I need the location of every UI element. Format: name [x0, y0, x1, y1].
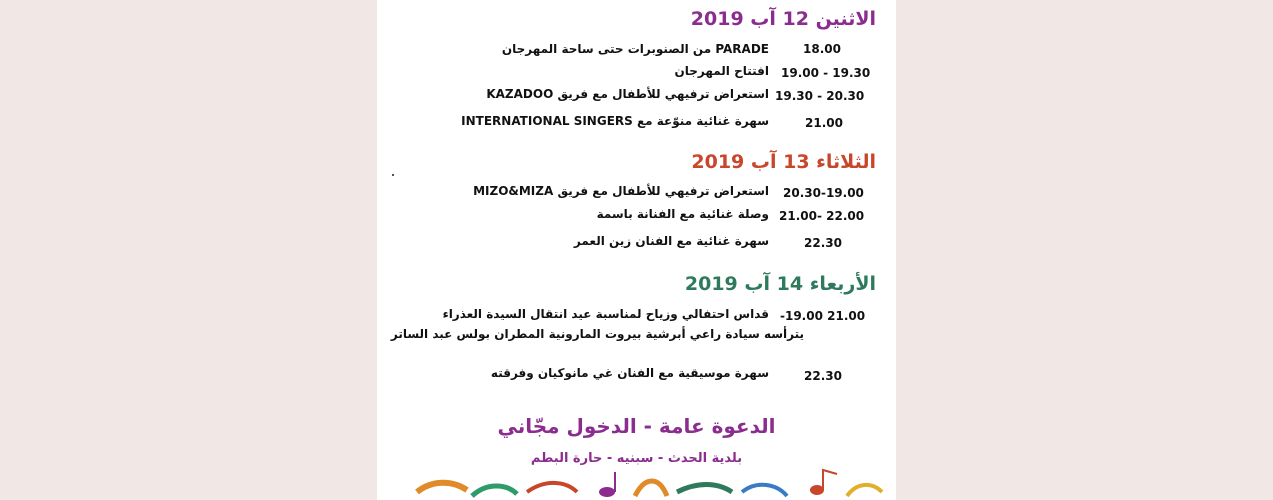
event-time: 21.00: [805, 116, 843, 130]
event-time: 18.00: [803, 42, 841, 56]
event-description: سهرة موسيقية مع الفنان غي مانوكيان وفرقته: [490, 366, 769, 380]
day-title-wednesday: الأربعاء 14 آب 2019: [684, 273, 876, 295]
event-time: 22.30: [804, 236, 842, 250]
event-description: استعراض ترفيهي للأطفال مع فريق KAZADOO: [486, 87, 769, 101]
music-notes-decoration: [377, 462, 896, 500]
organizer-municipalities: بلدية الحدث - سبنيه - حارة البطم: [530, 451, 743, 466]
event-time: -19.00 21.00: [780, 309, 866, 323]
day-title-monday: الاثنين 12 آب 2019: [690, 8, 876, 30]
event-time: 22.30: [804, 369, 842, 383]
program-page: [377, 0, 896, 500]
event-description: سهرة غنائية مع الفنان زين العمر: [573, 234, 769, 248]
event-description: وصلة غنائية مع الفنانة باسمة: [596, 207, 769, 221]
event-description: استعراض ترفيهي للأطفال مع فريق MIZO&MIZA: [473, 184, 769, 198]
event-time: 19.30 - 20.30: [775, 89, 865, 103]
speck: [392, 174, 394, 176]
event-description-line2: يترأسه سيادة راعي أبرشية بيروت المارونية المطران بولس عبد الساتر: [390, 327, 804, 341]
event-time: 20.30-19.00: [783, 186, 864, 200]
day-title-tuesday: الثلاثاء 13 آب 2019: [691, 151, 876, 173]
event-description: PARADE من الصنوبرات حتى ساحة المهرجان: [501, 42, 769, 56]
invitation-title: الدعوة عامة - الدخول مجّاني: [497, 414, 776, 438]
event-time: 19.00 - 19.30: [781, 66, 871, 80]
event-description: قداس احتفالي وزياح لمناسبة عيد انتقال السيدة العذراء: [442, 307, 769, 321]
event-description: افتتاح المهرجان: [674, 64, 769, 78]
event-time: 21.00- 22.00: [779, 209, 865, 223]
event-description: سهرة غنائية منوّعة مع INTERNATIONAL SINGERS: [461, 114, 769, 128]
